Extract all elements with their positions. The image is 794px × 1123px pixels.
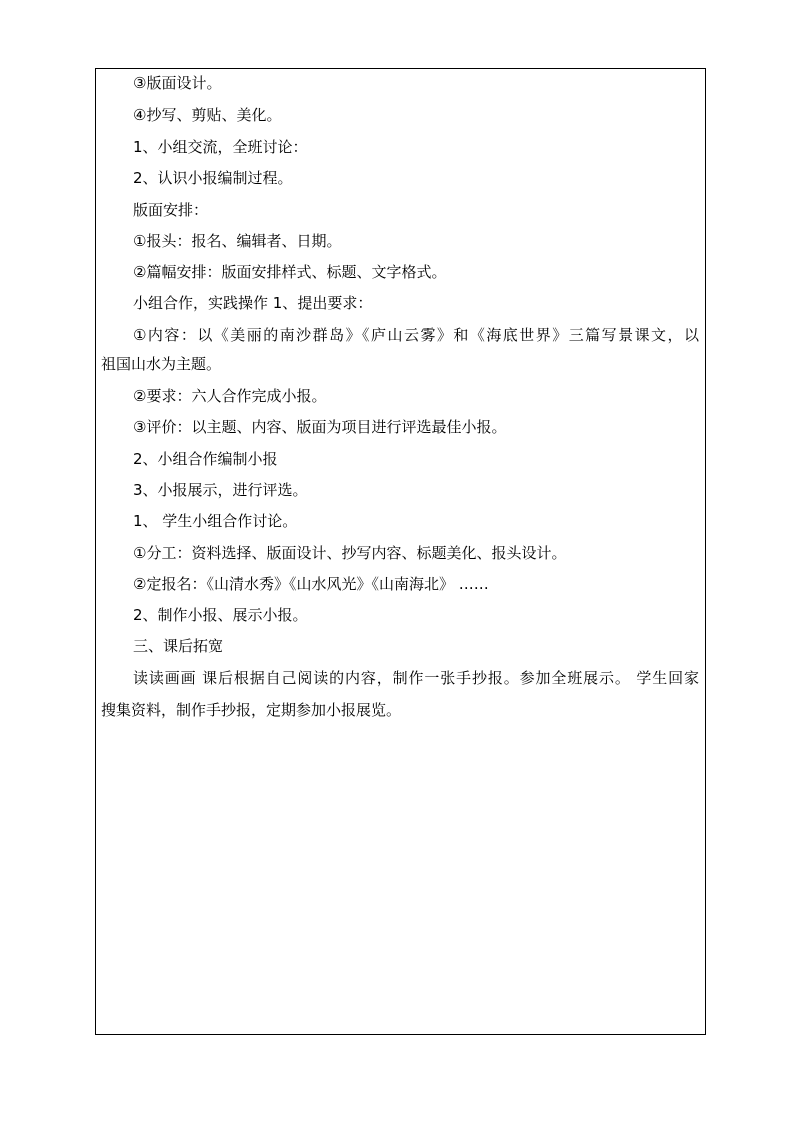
text-line-layout-arrangement: 版面安排： <box>133 201 209 219</box>
text-line-make-display: 2、制作小报、展示小报。 <box>133 606 308 624</box>
text-line-content-requirement: ①内容：以《美丽的南沙群岛》《庐山云雾》和《海底世界》三篇写景课文，以 <box>133 326 699 344</box>
text-line-group-exchange: 1、小组交流，全班讨论： <box>133 138 308 156</box>
text-line-reading-drawing: 读读画画 课后根据自己阅读的内容，制作一张手抄报。参加全班展示。 学生回家 <box>133 669 699 687</box>
text-line-space-arrangement: ②篇幅安排：版面安排样式、标题、文字格式。 <box>133 263 447 281</box>
section-heading-after-class-expansion: 三、课后拓宽 <box>133 637 224 655</box>
text-line-evaluation: ③评价：以主题、内容、版面为项目进行评选最佳小报。 <box>133 418 507 436</box>
text-line-layout-design: ③版面设计。 <box>133 74 222 92</box>
text-line-six-person-requirement: ②要求：六人合作完成小报。 <box>133 387 327 405</box>
text-line-copy-paste-beautify: ④抄写、剪贴、美化。 <box>133 106 282 124</box>
text-line-division-of-labor: ①分工：资料选择、版面设计、抄写内容、标题美化、报头设计。 <box>133 544 567 562</box>
text-line-newspaper-name: ②定报名：《山清水秀》《山水风光》《山南海北》 …… <box>133 575 489 593</box>
text-line-display-selection: 3、小报展示，进行评选。 <box>133 481 308 499</box>
text-line-group-practice: 小组合作，实践操作 1、提出要求： <box>133 294 373 312</box>
text-line-theme-continuation: 祖国山水为主题。 <box>101 355 222 373</box>
text-line-student-discussion: 1、 学生小组合作讨论。 <box>133 512 298 530</box>
text-line-masthead: ①报头：报名、编辑者、日期。 <box>133 232 342 250</box>
text-line-reading-drawing-continuation: 搜集资料，制作手抄报，定期参加小报展览。 <box>101 701 402 719</box>
text-line-group-compile: 2、小组合作编制小报 <box>133 450 278 468</box>
text-line-compilation-process: 2、认识小报编制过程。 <box>133 169 293 187</box>
